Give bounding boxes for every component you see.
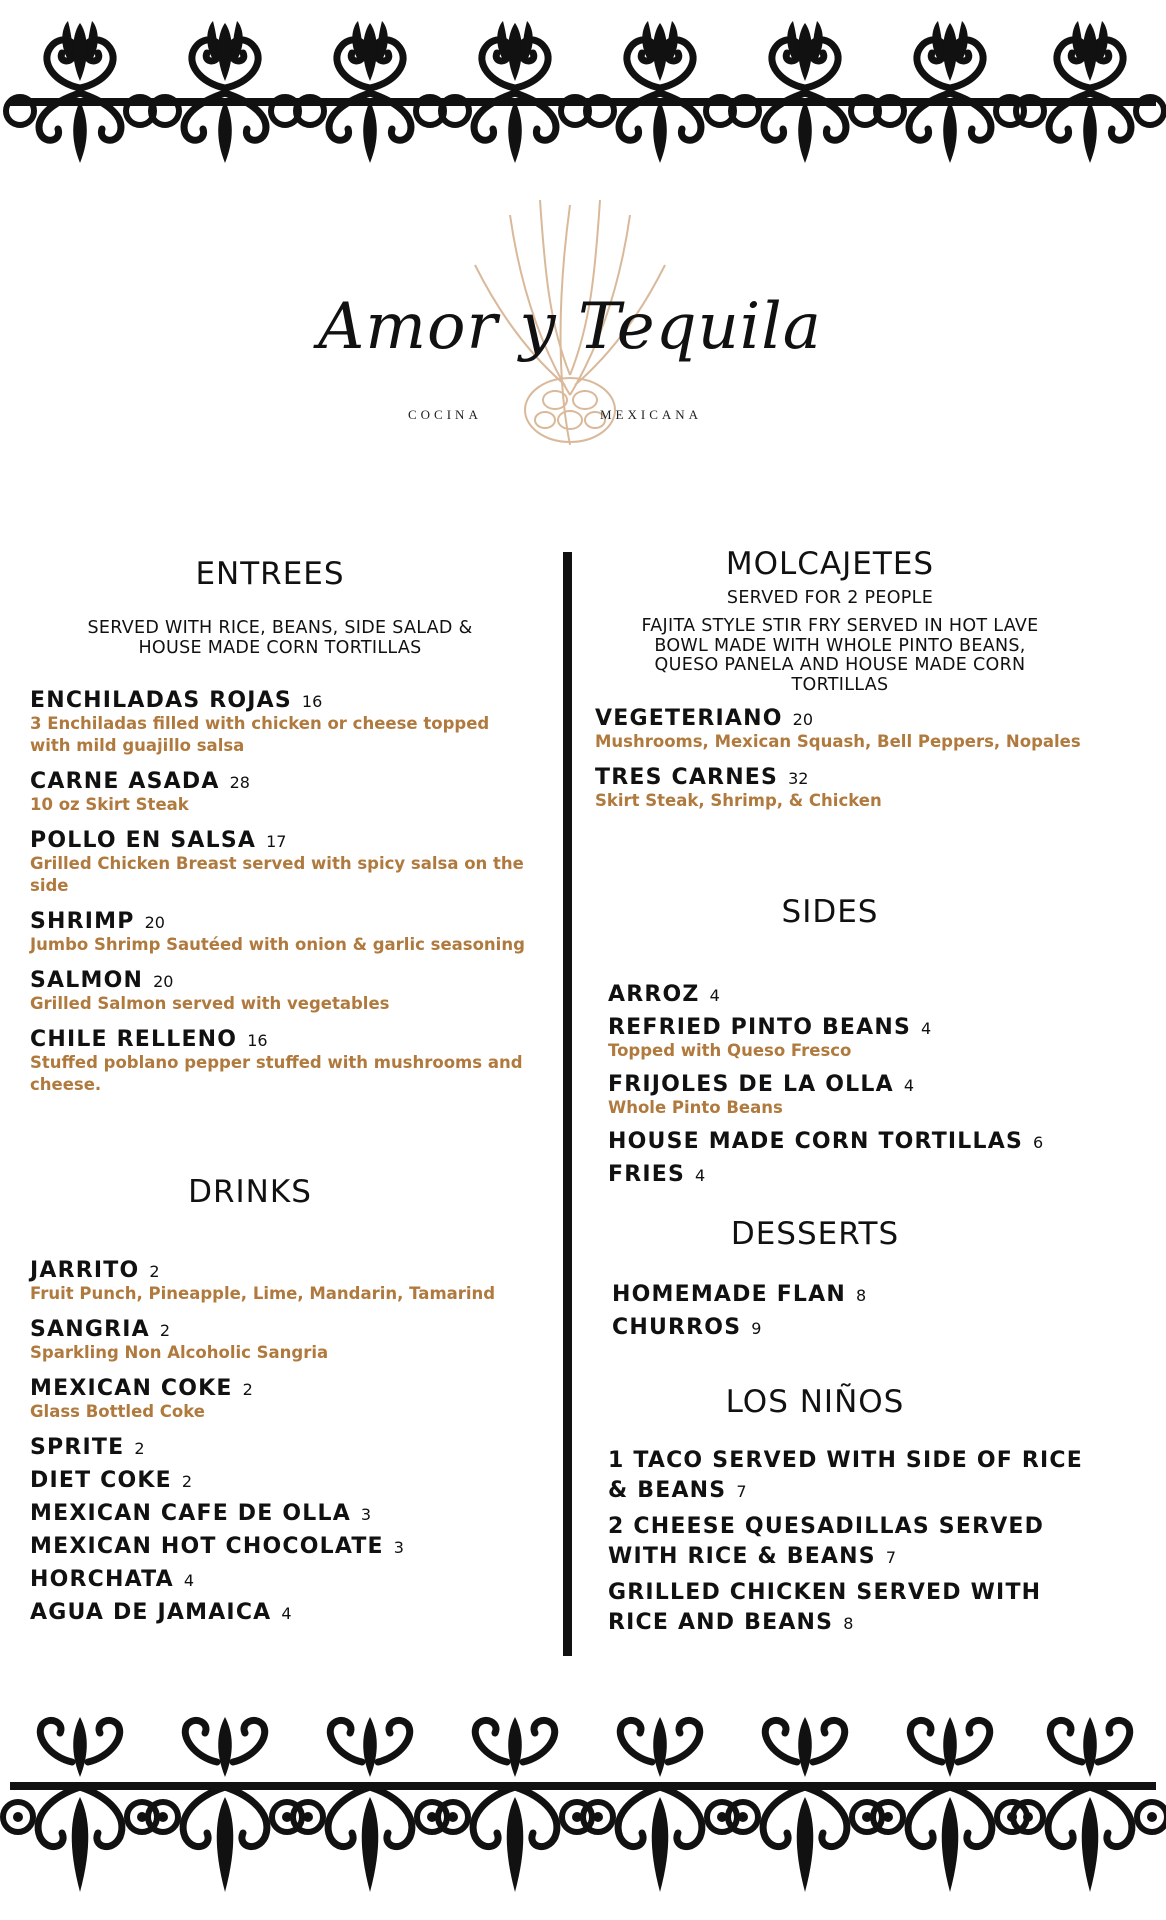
item-price: 20 — [792, 710, 814, 729]
item-price: 4 — [709, 986, 720, 1005]
item-name: MEXICAN CAFE DE OLLA — [30, 1501, 351, 1526]
ninos-list — [608, 1446, 1108, 1638]
sides-list — [608, 982, 1128, 1187]
item-name: HOUSE MADE CORN TORTILLAS — [608, 1129, 1023, 1154]
menu-item — [30, 909, 530, 956]
item-price: 2 — [242, 1380, 253, 1399]
item-description: Fruit Punch, Pineapple, Lime, Mandarin, Tamarind — [30, 1284, 496, 1303]
item-price: 4 — [903, 1076, 914, 1095]
menu-item — [30, 1600, 530, 1625]
menu-item — [30, 1501, 530, 1526]
menu-item — [612, 1282, 1112, 1307]
item-description: Whole Pinto Beans — [608, 1098, 783, 1117]
menu-item — [30, 1468, 530, 1493]
molcajetes-list — [595, 706, 1135, 812]
menu-item — [608, 1129, 1128, 1154]
menu-item — [608, 1015, 1128, 1062]
ninos-title: LOS NIÑOS — [725, 1384, 905, 1420]
item-name: POLLO EN SALSA — [30, 828, 257, 853]
item-name: ENCHILADAS ROJAS — [30, 688, 292, 713]
item-name: ARROZ — [608, 982, 700, 1007]
item-description: Mushrooms, Mexican Squash, Bell Peppers, Nopales — [595, 732, 1081, 751]
item-name: VEGETERIANO — [595, 706, 783, 731]
entrees-note: SERVED WITH RICE, BEANS, SIDE SALAD & HOUSE MADE CORN TORTILLAS — [87, 618, 473, 658]
item-price: 2 — [159, 1321, 171, 1340]
item-description: Stuffed poblano pepper stuffed with mushrooms and cheese. — [30, 1053, 523, 1094]
item-name: DIET COKE — [30, 1468, 172, 1493]
menu-item — [30, 769, 530, 816]
item-price: 8 — [843, 1614, 854, 1633]
menu-item — [30, 1317, 530, 1364]
drinks-title: DRINKS — [188, 1174, 312, 1210]
molcajetes-note: FAJITA STYLE STIR FRY SERVED IN HOT LAVE BOWL MADE WITH WHOLE PINTO BEANS, QUESO PANELA AND HOUSE MADE CORN TORTILLAS — [641, 616, 1039, 695]
item-price: 9 — [751, 1319, 762, 1338]
menu-item — [30, 968, 530, 1015]
item-name: SANGRIA — [30, 1317, 150, 1342]
item-description: Grilled Salmon served with vegetables — [30, 994, 390, 1013]
item-price: 17 — [266, 832, 287, 851]
item-price: 2 — [149, 1262, 160, 1281]
item-price: 3 — [360, 1505, 372, 1524]
entrees-title: ENTREES — [195, 556, 345, 592]
item-price: 28 — [229, 773, 250, 792]
item-price: 16 — [247, 1031, 268, 1050]
item-name: HOMEMADE FLAN — [612, 1282, 846, 1307]
item-price: 4 — [695, 1166, 706, 1185]
item-name: FRIES — [608, 1162, 686, 1187]
item-name: SALMON — [30, 968, 144, 993]
menu-item — [608, 1446, 1108, 1506]
item-price: 4 — [183, 1571, 195, 1590]
menu-item — [30, 1027, 530, 1096]
item-price: 3 — [393, 1538, 404, 1557]
menu-item — [608, 1072, 1128, 1119]
column-divider — [563, 552, 572, 1656]
item-name: TRES CARNES — [595, 765, 779, 790]
item-name: JARRITO — [30, 1258, 140, 1283]
item-price: 2 — [181, 1472, 193, 1491]
item-description: 3 Enchiladas filled with chicken or cheese topped with mild guajillo salsa — [30, 714, 490, 755]
logo-title: Amor y Tequila — [318, 290, 822, 364]
entrees-list — [30, 688, 530, 1096]
sides-title: SIDES — [781, 894, 879, 930]
menu-item — [608, 1162, 1128, 1187]
molcajetes-subtitle: SERVED FOR 2 PEOPLE — [726, 588, 934, 608]
item-price: 4 — [921, 1019, 932, 1038]
menu-item — [30, 1534, 530, 1559]
item-name: GRILLED CHICKEN SERVED WITH RICE AND BEANS — [608, 1580, 1042, 1635]
item-description: Jumbo Shrimp Sautéed with onion & garlic seasoning — [30, 935, 525, 954]
item-name: SHRIMP — [30, 909, 135, 934]
item-price: 20 — [144, 913, 165, 932]
drinks-list — [30, 1258, 530, 1625]
item-name: 2 CHEESE QUESADILLAS SERVED WITH RICE & BEANS — [608, 1514, 1045, 1569]
restaurant-logo — [290, 195, 890, 455]
item-price: 2 — [134, 1439, 145, 1458]
molcajetes-title: MOLCAJETES — [725, 546, 935, 582]
logo-subtitle-right: MEXICANA — [600, 407, 703, 422]
desserts-title: DESSERTS — [730, 1216, 900, 1252]
item-price: 7 — [736, 1482, 747, 1501]
item-description: Sparkling Non Alcoholic Sangria — [30, 1343, 329, 1362]
menu-item — [608, 1512, 1108, 1572]
desserts-list — [612, 1282, 1112, 1340]
item-price: 20 — [153, 972, 174, 991]
item-name: CHILE RELLENO — [30, 1027, 238, 1052]
item-description: Grilled Chicken Breast served with spicy salsa on the side — [30, 854, 524, 895]
item-price: 16 — [301, 692, 323, 711]
menu-item — [30, 688, 530, 757]
item-name: HORCHATA — [30, 1567, 174, 1592]
item-description: Topped with Queso Fresco — [608, 1041, 852, 1060]
menu-item — [608, 1578, 1108, 1638]
menu-item — [595, 706, 1135, 753]
item-name: 1 TACO SERVED WITH SIDE OF RICE & BEANS — [608, 1448, 1083, 1503]
item-price: 32 — [788, 769, 809, 788]
item-name: MEXICAN COKE — [30, 1376, 233, 1401]
menu-item — [30, 1376, 530, 1423]
item-description: 10 oz Skirt Steak — [30, 795, 189, 814]
menu-item — [30, 1435, 530, 1460]
item-description: Glass Bottled Coke — [30, 1402, 205, 1421]
menu-item — [30, 1258, 530, 1305]
item-name: FRIJOLES DE LA OLLA — [608, 1072, 894, 1097]
menu-item — [30, 828, 530, 897]
item-name: REFRIED PINTO BEANS — [608, 1015, 912, 1040]
item-price: 8 — [856, 1286, 867, 1305]
menu-item — [608, 982, 1128, 1007]
item-price: 4 — [281, 1604, 292, 1623]
item-name: AGUA DE JAMAICA — [30, 1600, 272, 1625]
bottom-ornamental-border — [0, 1712, 1166, 1910]
item-name: CARNE ASADA — [30, 769, 220, 794]
top-ornamental-border — [0, 18, 1166, 168]
menu-item — [612, 1315, 1112, 1340]
item-price: 6 — [1033, 1133, 1044, 1152]
item-price: 7 — [885, 1548, 897, 1567]
item-name: MEXICAN HOT CHOCOLATE — [30, 1534, 384, 1559]
item-name: CHURROS — [612, 1315, 742, 1340]
menu-item — [595, 765, 1135, 812]
logo-subtitle-left: COCINA — [408, 407, 482, 422]
menu-item — [30, 1567, 530, 1592]
item-description: Skirt Steak, Shrimp, & Chicken — [595, 791, 882, 810]
item-name: SPRITE — [30, 1435, 125, 1460]
